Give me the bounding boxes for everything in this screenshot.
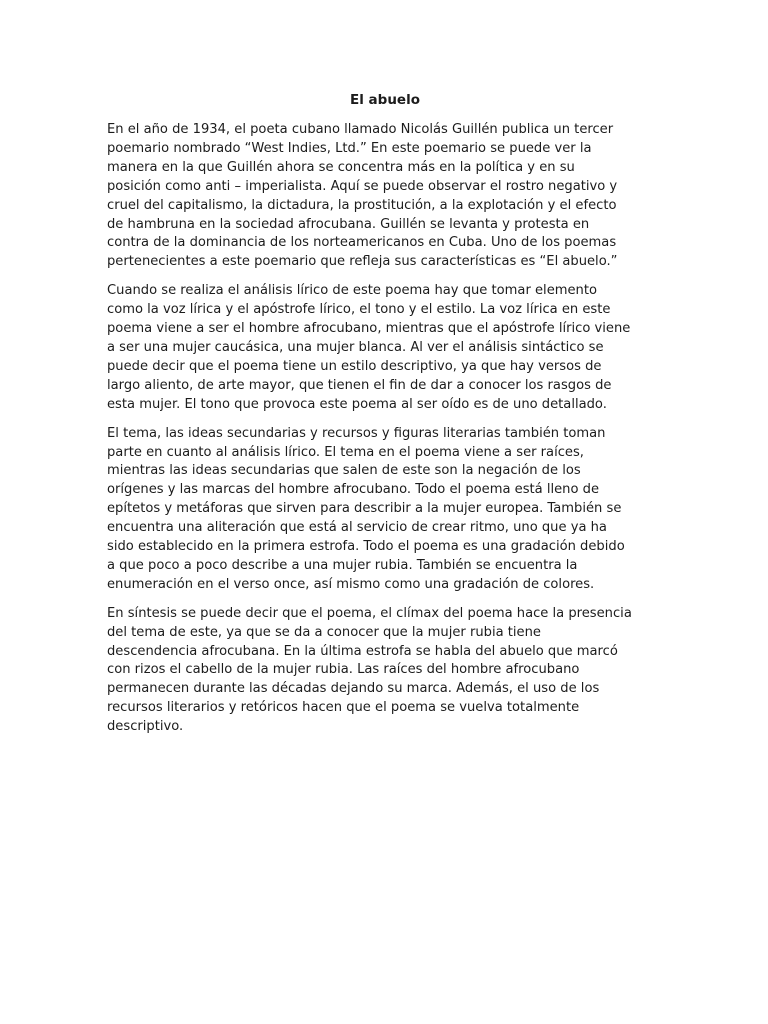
paragraph-4: En síntesis se puede decir que el poema, el clímax del poema hace la presencia del tema de este, ya que se da a conocer que la mujer rubia tiene descendencia afrocubana. En la última estrofa se habla del abuelo que marcó con rizos el cabello de la mujer rubia. Las raíces del hombre afrocubano permanecen durante las décadas dejando su marca. Además, el uso de los recursos literarios y retóricos hacen que el poema se vuelva totalmente descriptivo. (107, 605, 632, 735)
paragraph-2: Cuando se realiza el análisis lírico de este poema hay que tomar elemento como la voz lírica y el apóstrofe lírico, el tono y el estilo. La voz lírica en este poema viene a ser el hombre afrocubano, mientras que el apóstrofe lírico viene a ser una mujer caucásica, una mujer blanca. Al ver el análisis sintáctico se puede decir que el poema tiene un estilo descriptivo, ya que hay versos de largo aliento, de arte mayor, que tienen el fin de dar a conocer los rasgos de esta mujer. El tono que provoca este poema al ser oído es de uno detallado. (107, 283, 631, 412)
document-body (107, 89, 663, 747)
paragraph-3: El tema, las ideas secundarias y recursos y figuras literarias también toman parte en cuanto al análisis lírico. El tema en el poema viene a ser raíces, mientras las ideas secundarias que salen de este son la negación de los orígenes y las marcas del hombre afrocubano. Todo el poema está lleno de epítetos y metáforas que sirven para describir a la mujer europea. También se encuentra una aliteración que está al servicio de crear ritmo, uno que ya ha sido establecido en la primera estrofa. Todo el poema es una gradación debido a que poco a poco describe a una mujer rubia. También se encuentra la enumeración en el verso once, así mismo como una gradación de colores. (107, 425, 625, 592)
paragraph-1: En el año de 1934, el poeta cubano llamado Nicolás Guillén publica un tercer poemario nombrado “West Indies, Ltd.” En este poemario se puede ver la manera en la que Guillén ahora se concentra más en la política y en su posición como anti – imperialista. Aquí se puede observar el rostro negativo y cruel del capitalismo, la dictadura, la prostitución, a la explotación y el efecto de hambruna en la sociedad afrocubana. Guillén se levanta y protesta en contra de la dominancia de los norteamericanos en Cuba. Uno de los poemas pertenecientes a este poemario que refleja sus características es “El abuelo.” (107, 122, 618, 270)
document-title: El abuelo (350, 92, 420, 108)
